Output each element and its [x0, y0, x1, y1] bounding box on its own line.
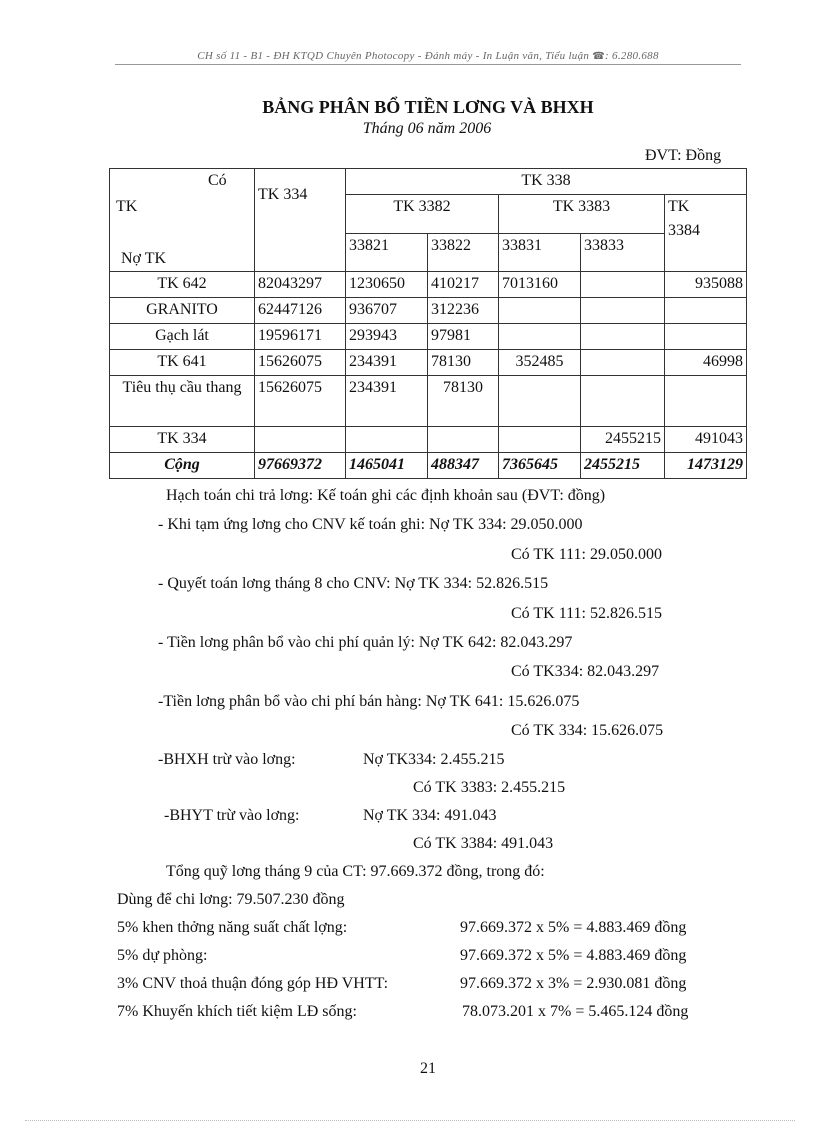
cell-33821: 234391	[346, 350, 428, 376]
cell-33822	[428, 427, 499, 453]
cell-3384: 935088	[665, 272, 747, 298]
table-row	[110, 350, 747, 376]
row-name: TK 642	[110, 272, 255, 298]
salary-allocation-table	[109, 168, 747, 479]
body-line: 3% CNV thoả thuận đóng góp HĐ VHTT:	[117, 975, 389, 992]
header-33833: 33833	[581, 233, 665, 272]
body-line: 5% khen thởng năng suất chất lợng:	[117, 919, 348, 936]
cell-33833	[581, 350, 665, 376]
phone-icon: ☎	[592, 51, 606, 62]
row-name: GRANITO	[110, 298, 255, 324]
body-line: -BHYT trừ vào lơng:	[164, 807, 300, 824]
cell-33821	[346, 427, 428, 453]
total-33821: 1465041	[346, 453, 428, 479]
cell-33822: 78130	[428, 376, 499, 427]
cell-33833	[581, 376, 665, 427]
cell-tk334: 15626075	[255, 350, 346, 376]
header-33821: 33821	[346, 233, 428, 272]
cell-3384	[665, 324, 747, 350]
body-line: - Tiền lơng phân bổ vào chi phí quản lý: Nợ TK 642: 82.043.297	[158, 634, 573, 651]
cell-33821: 936707	[346, 298, 428, 324]
body-line: - Quyết toán lơng tháng 8 cho CNV: Nợ TK 334: 52.826.515	[158, 575, 549, 592]
cell-33833: 2455215	[581, 427, 665, 453]
body-line: - Khi tạm ứng lơng cho CNV kế toán ghi: Nợ TK 334: 29.050.000	[158, 516, 583, 533]
header-33822: 33822	[428, 233, 499, 272]
document-subtitle: Tháng 06 năm 2006	[362, 120, 492, 137]
body-line: 7% Khuyến khích tiết kiệm LĐ sống:	[117, 1003, 357, 1020]
header-tk334: TK 334	[255, 169, 346, 272]
body-line: 97.669.372 x 5% = 4.883.469 đồng	[460, 919, 687, 936]
cell-33831	[499, 427, 581, 453]
cell-33822: 410217	[428, 272, 499, 298]
cell-33821: 293943	[346, 324, 428, 350]
cell-tk334: 82043297	[255, 272, 346, 298]
corner-tk: TK	[116, 198, 138, 215]
cell-33822: 97981	[428, 324, 499, 350]
corner-co: Có	[208, 172, 227, 189]
body-line: Hạch toán chi trả lơng: Kế toán ghi các định khoản sau (ĐVT: đồng)	[166, 487, 606, 504]
body-line: Tổng quỹ lơng tháng 9 của CT: 97.669.372 đồng, trong đó:	[166, 863, 545, 880]
page-number: 21	[420, 1060, 436, 1077]
cell-3384	[665, 298, 747, 324]
total-33822: 488347	[428, 453, 499, 479]
body-line: 5% dự phòng:	[117, 947, 208, 964]
header-tk3382: TK 3382	[346, 195, 499, 234]
table-row	[110, 376, 747, 427]
cell-33833	[581, 272, 665, 298]
total-33831: 7365645	[499, 453, 581, 479]
page-header	[115, 50, 741, 65]
row-name: Gạch lát	[110, 324, 255, 350]
table-total-row	[110, 453, 747, 479]
cell-33831	[499, 298, 581, 324]
unit-label: ĐVT: Đồng	[645, 147, 722, 164]
body-line: Có TK 111: 52.826.515	[511, 605, 662, 622]
body-line: 97.669.372 x 3% = 2.930.081 đồng	[460, 975, 687, 992]
body-line: Có TK334: 82.043.297	[511, 663, 660, 680]
cell-tk334: 19596171	[255, 324, 346, 350]
cell-33821: 234391	[346, 376, 428, 427]
cell-33822: 312236	[428, 298, 499, 324]
table-row	[110, 272, 747, 298]
body-line: -Tiền lơng phân bổ vào chi phí bán hàng: Nợ TK 641: 15.626.075	[158, 693, 580, 710]
cell-tk334: 15626075	[255, 376, 346, 427]
table-row	[110, 298, 747, 324]
table-row	[110, 427, 747, 453]
row-name: TK 334	[110, 427, 255, 453]
total-3384: 1473129	[665, 453, 747, 479]
cell-33831	[499, 376, 581, 427]
row-name: Tiêu thụ cầu thang	[110, 376, 255, 427]
row-name: TK 641	[110, 350, 255, 376]
total-tk334: 97669372	[255, 453, 346, 479]
body-line: 97.669.372 x 5% = 4.883.469 đồng	[460, 947, 687, 964]
cell-3384: 491043	[665, 427, 747, 453]
header-phone: : 6.280.688	[605, 50, 659, 62]
header-33831: 33831	[499, 233, 581, 272]
body-line: Có TK 3384: 491.043	[413, 835, 554, 852]
body-line: Nợ TK 334: 491.043	[363, 807, 497, 824]
header-text: CH số 11 - B1 - ĐH KTQD Chuyên Photocopy - Đánh máy - In Luận văn, Tiểu luận	[197, 50, 590, 62]
total-label: Cộng	[110, 453, 255, 479]
body-line: Dùng để chi lơng: 79.507.230 đồng	[117, 891, 345, 908]
cell-33821: 1230650	[346, 272, 428, 298]
document-title: BẢNG PHÂN BỔ TIỀN LƠNG VÀ BHXH	[262, 97, 594, 117]
cell-33833	[581, 298, 665, 324]
body-line: Có TK 3383: 2.455.215	[413, 779, 566, 796]
cell-33831: 7013160	[499, 272, 581, 298]
cell-33831	[499, 324, 581, 350]
cell-tk334: 62447126	[255, 298, 346, 324]
cell-tk334	[255, 427, 346, 453]
cell-33822: 78130	[428, 350, 499, 376]
corner-no: Nợ TK	[121, 250, 167, 267]
cell-3384: 46998	[665, 350, 747, 376]
cell-3384	[665, 376, 747, 427]
body-line: Có TK 334: 15.626.075	[511, 722, 664, 739]
body-line: 78.073.201 x 7% = 5.465.124 đồng	[462, 1003, 689, 1020]
footer-divider	[25, 1120, 795, 1121]
body-line: Nợ TK334: 2.455.215	[363, 751, 505, 768]
header-tk3384: TK 3384	[665, 195, 747, 272]
body-line: -BHXH trừ vào lơng:	[158, 751, 296, 768]
cell-33833	[581, 324, 665, 350]
cell-33831: 352485	[499, 350, 581, 376]
header-tk3383: TK 3383	[499, 195, 665, 234]
body-line: Có TK 111: 29.050.000	[511, 546, 662, 563]
corner-cell	[110, 169, 255, 272]
total-33833: 2455215	[581, 453, 665, 479]
table-row	[110, 324, 747, 350]
header-tk338: TK 338	[346, 169, 747, 195]
